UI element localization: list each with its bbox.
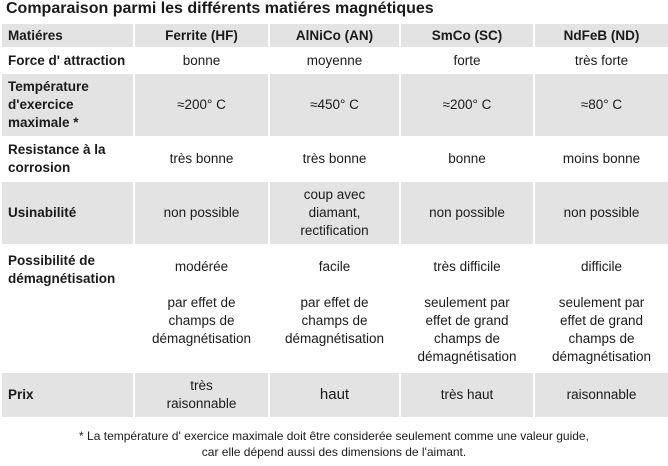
cell-line: effet de grand — [425, 313, 509, 328]
cell-line: seulement par — [558, 295, 645, 310]
cell-corrosion-ferrite: très bonne — [134, 137, 269, 181]
cell-line: champs de — [568, 331, 635, 346]
cell-line: facile — [318, 259, 351, 274]
cell-temp-smco: ≈200° C — [400, 73, 534, 137]
cell-line: démagnétisation — [551, 349, 652, 364]
cell-temp-ferrite: ≈200° C — [134, 73, 269, 137]
label-line: Température — [8, 79, 89, 94]
header-alnico: AlNiCo (AN) — [269, 23, 400, 48]
comparison-table — [0, 22, 668, 419]
cell-line: difficile — [580, 259, 623, 274]
cell-prix-alnico: haut — [269, 372, 400, 418]
row-prix — [1, 372, 668, 418]
footnote — [0, 428, 668, 460]
cell-line: par effet de — [300, 295, 369, 310]
cell-prix-ndfeb: raisonnable — [534, 372, 668, 418]
cell-line: champs de — [433, 331, 501, 346]
cell-corrosion-smco: bonne — [400, 137, 534, 181]
cell-line: champs de — [168, 313, 235, 328]
cell-demag-ndfeb — [534, 245, 668, 372]
row-temperature — [1, 73, 668, 137]
header-row — [1, 23, 668, 48]
cell-prix-ferrite — [134, 372, 269, 418]
cell-line: très — [190, 378, 213, 393]
cell-corrosion-ndfeb: moins bonne — [534, 137, 668, 181]
header-ferrite: Ferrite (HF) — [134, 23, 269, 48]
label-line: Possibilité de — [8, 253, 96, 268]
cell-usin-ndfeb: non possible — [534, 181, 668, 245]
cell-force-ferrite: bonne — [134, 48, 269, 73]
cell-corrosion-alnico: très bonne — [269, 137, 400, 181]
cell-prix-smco: très haut — [400, 372, 534, 418]
cell-temp-alnico: ≈450° C — [269, 73, 400, 137]
cell-line: très difficile — [433, 259, 501, 274]
cell-line: champs de — [301, 313, 368, 328]
cell-demag-ferrite — [134, 245, 269, 372]
row-corrosion — [1, 137, 668, 181]
row-label-force: Force d' attraction — [1, 48, 134, 73]
row-label-temperature — [1, 73, 134, 137]
cell-usin-ferrite: non possible — [134, 181, 269, 245]
cell-line: effet de grand — [559, 313, 644, 328]
header-materials: Matiéres — [1, 23, 134, 48]
row-label-usinabilite: Usinabilité — [1, 181, 134, 245]
label-line: corrosion — [8, 160, 71, 175]
footnote-line: * La température d' exercice maximale doit être considerée seulement comme une valeur guide, — [79, 429, 589, 443]
label-line: démagnétisation — [8, 271, 116, 286]
row-demag — [1, 245, 668, 372]
cell-demag-smco — [400, 245, 534, 372]
label-line: d'exercice — [8, 97, 74, 112]
page-title: Comparaison parmi les différents matiéres magnétiques — [6, 0, 434, 17]
cell-demag-alnico — [269, 245, 400, 372]
cell-line: démagnétisation — [151, 331, 252, 346]
cell-line: par effet de — [167, 295, 236, 310]
cell-line: raisonnable — [166, 396, 237, 411]
cell-usin-alnico — [269, 181, 400, 245]
label-line: Resistance à la — [8, 142, 106, 157]
cell-line: seulement par — [424, 295, 510, 310]
cell-temp-ndfeb: ≈80° C — [534, 73, 668, 137]
row-label-corrosion — [1, 137, 134, 181]
row-label-demag — [1, 245, 134, 372]
footnote-line: car elle dépend aussi des dimensions de l'aimant. — [201, 445, 467, 459]
row-force — [1, 48, 668, 73]
header-smco: SmCo (SC) — [400, 23, 534, 48]
cell-line: modérée — [174, 259, 229, 274]
cell-force-ndfeb: très forte — [534, 48, 668, 73]
cell-line: diamant, — [308, 205, 361, 220]
cell-force-smco: forte — [400, 48, 534, 73]
cell-line: coup avec — [303, 187, 366, 202]
header-ndfeb: NdFeB (ND) — [534, 23, 668, 48]
cell-line: démagnétisation — [417, 349, 517, 364]
row-label-prix: Prix — [1, 372, 134, 418]
cell-usin-smco: non possible — [400, 181, 534, 245]
row-usinabilite — [1, 181, 668, 245]
label-line: maximale * — [8, 115, 79, 130]
cell-force-alnico: moyenne — [269, 48, 400, 73]
cell-line: rectification — [300, 223, 369, 238]
cell-line: démagnétisation — [284, 331, 385, 346]
